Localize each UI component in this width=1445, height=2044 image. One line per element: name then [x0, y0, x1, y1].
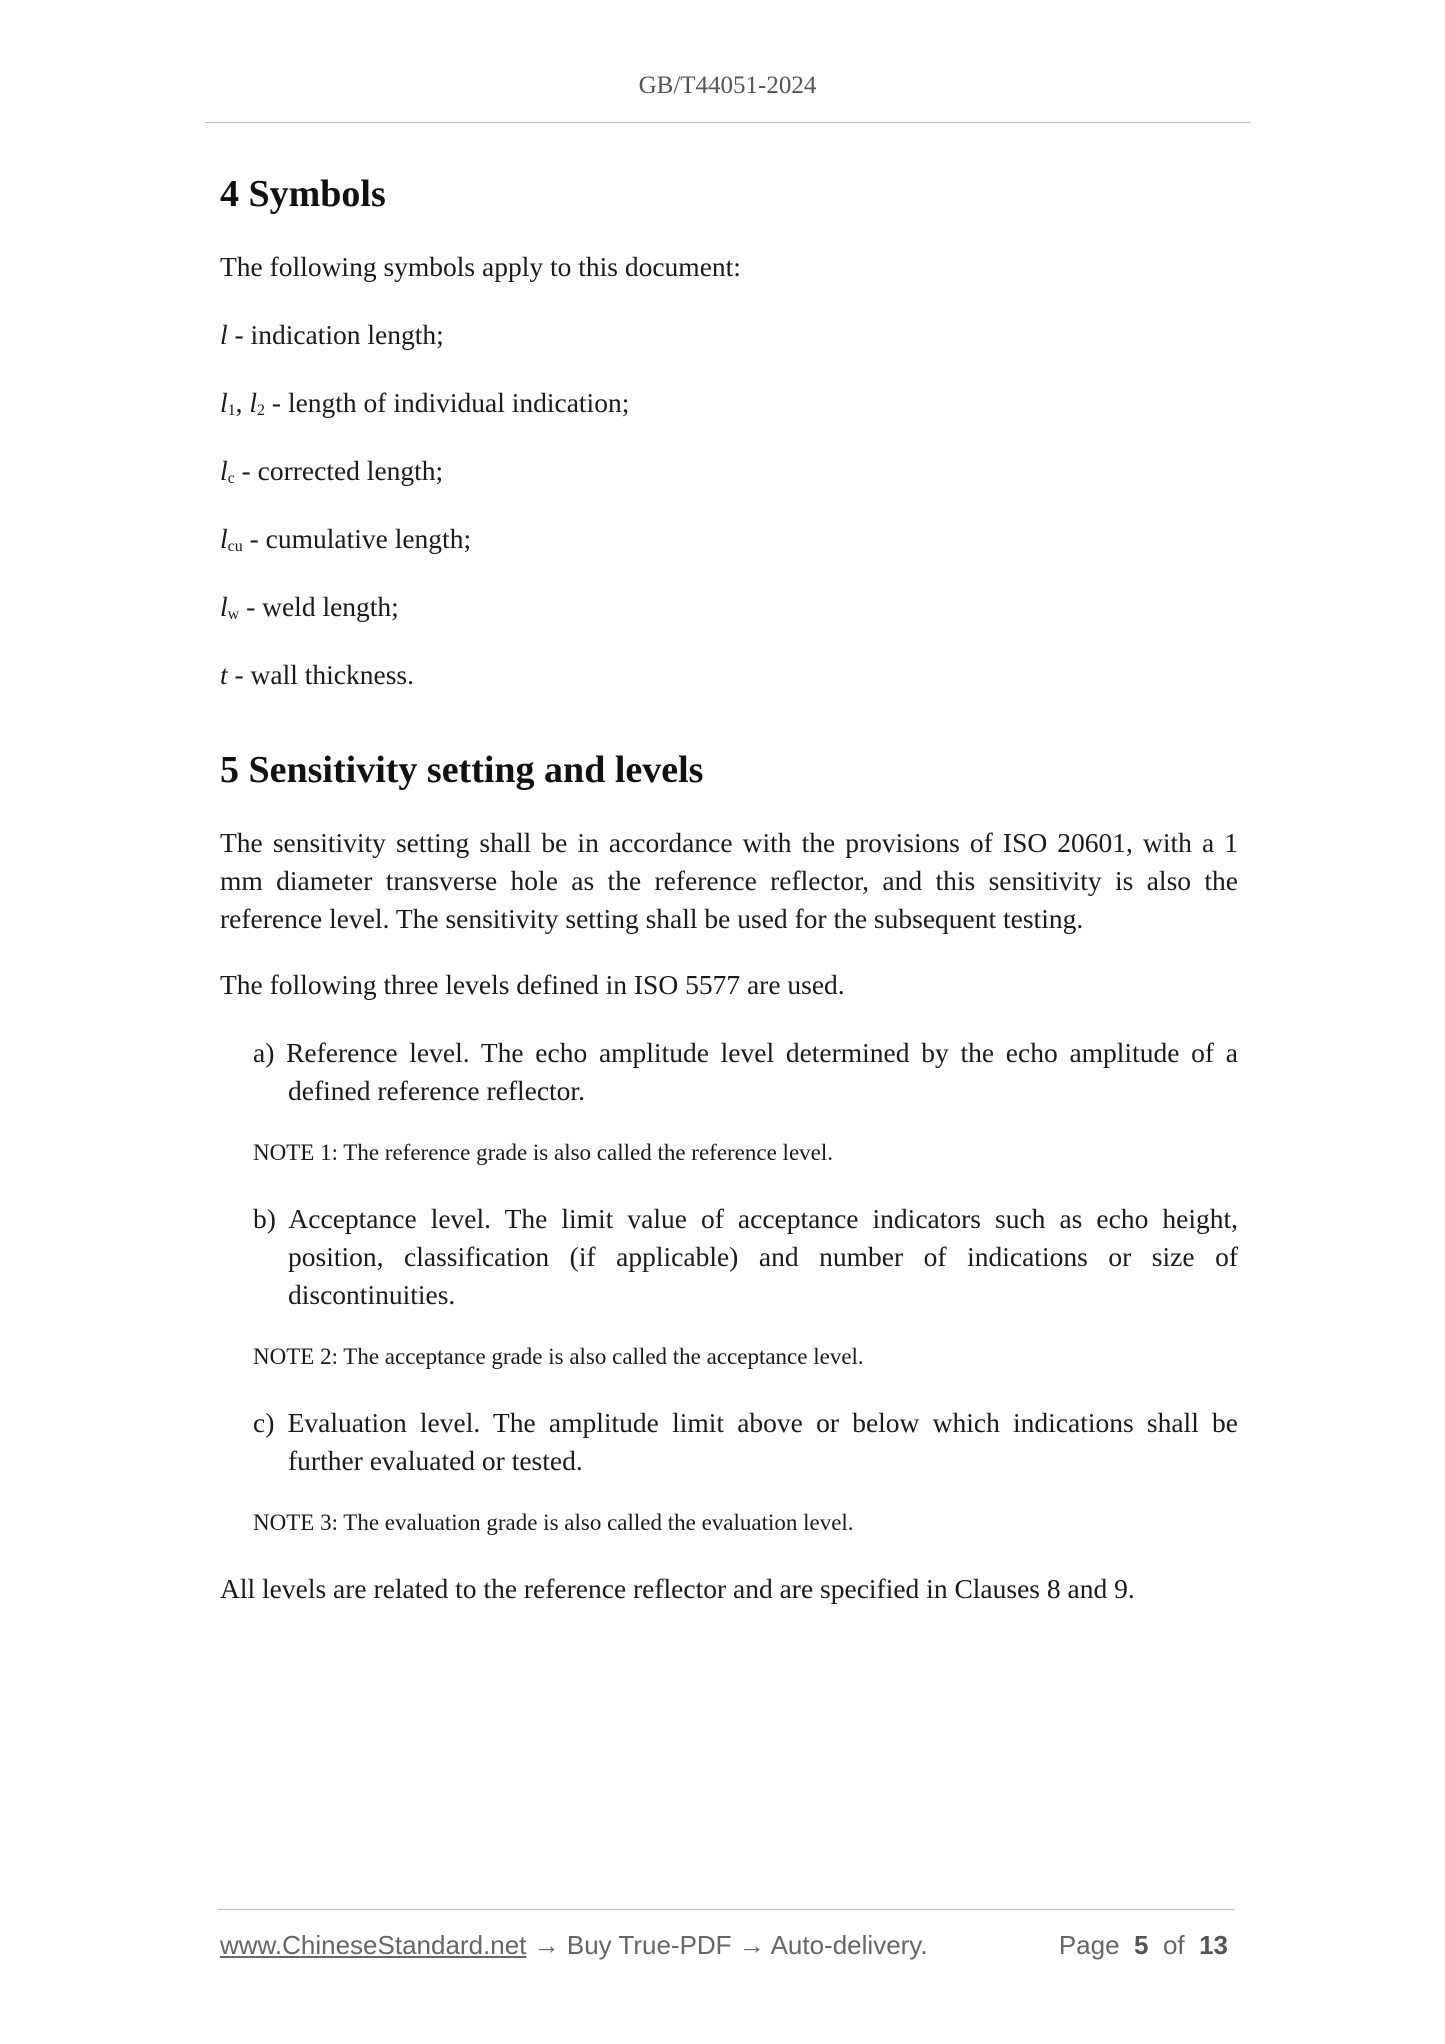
note-1: NOTE 1: The reference grade is also called the reference level. — [253, 1140, 834, 1165]
page-header: GB/T44051-2024 — [638, 72, 817, 99]
symbol-item: $l_{cu}$ - cumulative length; — [220, 523, 472, 555]
symbol-item: $l_c$ - corrected length; — [220, 455, 444, 487]
sensitivity-paragraph: The sensitivity setting shall be in accordance with the provisions of ISO 20601, with a 1 mm diameter transverse hole as the reference reflector, and this sensitivity is also the reference level. The sensitivity setting shall be used for the subsequent testing. — [220, 827, 1238, 934]
promo-text: → Buy True-PDF → Auto-delivery. — [526, 1930, 928, 1960]
page-content — [220, 164, 1238, 1608]
header-divider — [205, 122, 1250, 123]
list-item-evaluation-level: c) Evaluation level. The amplitude limit above or below which indications shall be further evaluated or tested. — [253, 1407, 1238, 1476]
footer-divider — [218, 1909, 1234, 1910]
total-pages: 13 — [1199, 1930, 1228, 1960]
list-item-reference-level: a) Reference level. The echo amplitude level determined by the echo amplitude of a defined reference reflector. — [253, 1037, 1238, 1106]
list-item-acceptance-level: b) Acceptance level. The limit value of acceptance indicators such as echo height, position, classification (if applicable) and number of indications or size of discontinuities. — [253, 1203, 1238, 1310]
page-number: Page 5 of 13 — [1058, 1930, 1228, 1960]
note-3: NOTE 3: The evaluation grade is also called the evaluation level. — [253, 1510, 854, 1535]
levels-summary: All levels are related to the reference reflector and are specified in Clauses 8 and 9. — [220, 1573, 1135, 1604]
section-5-title: 5 Sensitivity setting and levels — [220, 749, 704, 791]
footer-promo — [220, 1930, 928, 1961]
note-2: NOTE 2: The acceptance grade is also called the acceptance level. — [253, 1344, 864, 1369]
symbol-item: $l_w$ - weld length; — [220, 591, 399, 623]
symbol-list — [220, 316, 1238, 696]
levels-intro: The following three levels defined in ISO 5577 are used. — [220, 969, 845, 1000]
website-link[interactable]: www.ChineseStandard.net — [220, 1930, 527, 1960]
symbol-item: $l_1$, $l_2$ - length of individual indication; — [220, 387, 630, 419]
symbol-item: l - indication length; — [220, 319, 444, 350]
symbols-intro: The following symbols apply to this document: — [220, 251, 741, 282]
current-page: 5 — [1134, 1930, 1149, 1960]
section-4-title: 4 Symbols — [220, 173, 386, 215]
symbol-item: t - wall thickness. — [220, 659, 414, 690]
page-footer — [220, 1930, 1228, 1970]
